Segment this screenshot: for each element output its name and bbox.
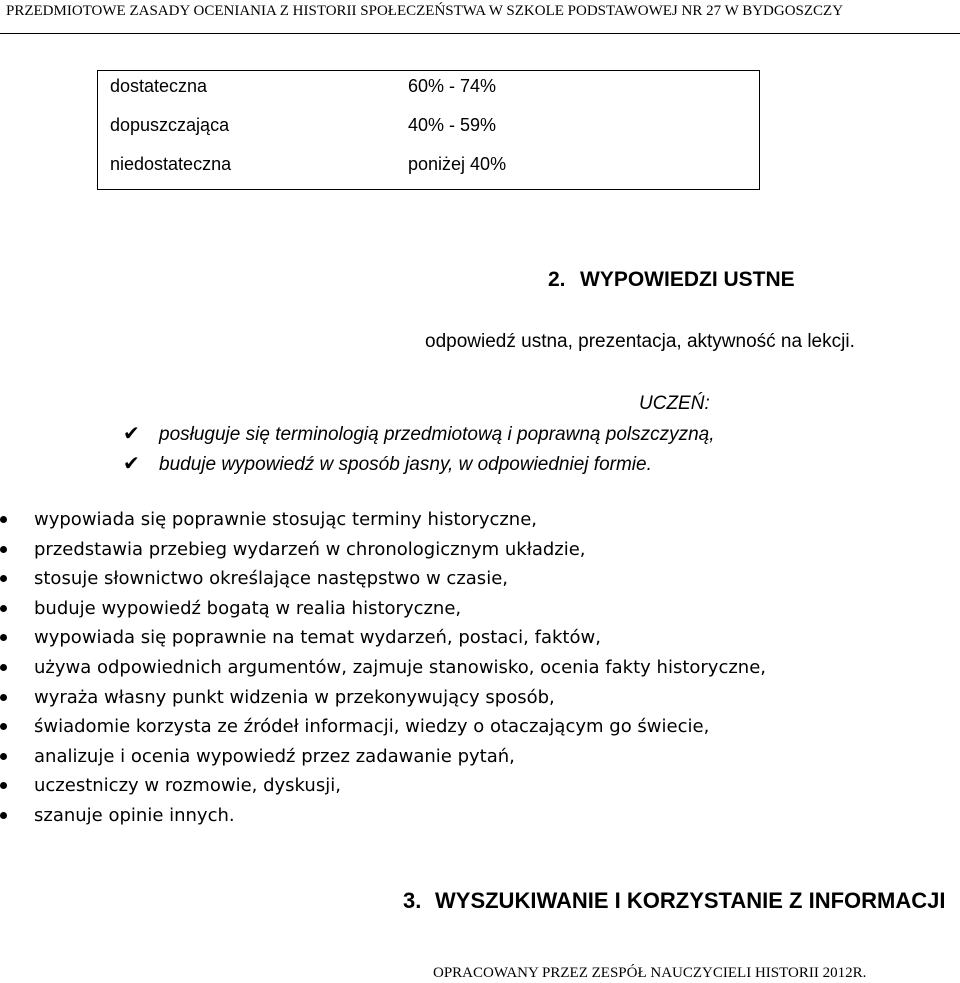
page-footer: OPRACOWANY PRZEZ ZESPÓŁ NAUCZYCIELI HISTORII 2012R.	[433, 965, 867, 981]
list-item	[0, 801, 766, 831]
bullet-dot-icon	[0, 782, 7, 789]
grade-name: niedostateczna	[110, 154, 232, 174]
check-item-text: posługuje się terminologią przedmiotową i poprawną polszczyzną,	[159, 424, 715, 445]
section-2-description: odpowiedź ustna, prezentacja, aktywność na lekcji.	[425, 331, 855, 352]
list-item	[0, 535, 766, 565]
list-item	[0, 623, 766, 653]
bullet-item-text: wyraża własny punkt widzenia w przekonywujący sposób,	[34, 686, 555, 708]
list-item	[0, 683, 766, 713]
section-3-heading	[403, 886, 945, 916]
list-item	[0, 771, 766, 801]
check-list	[123, 419, 715, 479]
bullet-item-text: świadomie korzysta ze źródeł informacji, wiedzy o otaczającym go świecie,	[34, 716, 710, 738]
list-item	[0, 742, 766, 772]
grade-range: 60% - 74%	[408, 76, 497, 96]
bullet-item-text: przedstawia przebieg wydarzeń w chronologicznym układzie,	[34, 538, 586, 560]
bullet-dot-icon	[0, 605, 7, 612]
list-item	[0, 594, 766, 624]
section-number: 3.	[403, 888, 422, 913]
section-number: 2.	[548, 268, 566, 291]
bullet-item-text: wypowiada się poprawnie stosując terminy historyczne,	[34, 509, 538, 530]
table-row	[98, 71, 759, 101]
list-item	[0, 505, 766, 535]
bullet-dot-icon	[0, 516, 7, 523]
bullet-list	[0, 505, 766, 831]
check-icon: ✔	[123, 423, 140, 445]
bullet-dot-icon	[0, 575, 7, 582]
bullet-item-text: stosuje słownictwo określające następstwo w czasie,	[34, 568, 508, 590]
grade-range: 40% - 59%	[408, 115, 497, 135]
bullet-item-text: analizuje i ocenia wypowiedź przez zadawanie pytań,	[34, 745, 515, 767]
grade-table	[97, 70, 760, 190]
bullet-dot-icon	[0, 753, 7, 760]
grade-name: dostateczna	[110, 76, 208, 96]
check-item-text: buduje wypowiedź w sposób jasny, w odpowiedniej formie.	[159, 454, 652, 475]
bullet-item-text: szanuje opinie innych.	[34, 804, 235, 826]
list-item	[123, 449, 715, 479]
bullet-item-text: buduje wypowiedź bogatą w realia historyczne,	[34, 597, 462, 619]
list-item	[0, 712, 766, 742]
grade-range: poniżej 40%	[408, 154, 507, 174]
bullet-dot-icon	[0, 694, 7, 701]
bullet-dot-icon	[0, 812, 7, 819]
uczen-label: UCZEŃ:	[639, 393, 710, 414]
table-row	[98, 149, 759, 179]
grade-name: dopuszczająca	[110, 115, 230, 135]
bullet-item-text: uczestniczy w rozmowie, dyskusji,	[34, 775, 341, 797]
section-2-heading	[548, 265, 795, 295]
section-title: WYPOWIEDZI USTNE	[580, 268, 795, 291]
check-icon: ✔	[123, 453, 140, 475]
bullet-dot-icon	[0, 723, 7, 730]
header-title: PRZEDMIOTOWE ZASADY OCENIANIA Z HISTORII SPOŁECZEŃSTWA W SZKOLE PODSTAWOWEJ NR 27 W BYDGOSZCZY	[6, 3, 844, 19]
bullet-dot-icon	[0, 634, 7, 641]
bullet-dot-icon	[0, 664, 7, 671]
list-item	[123, 419, 715, 449]
table-row	[98, 110, 759, 140]
list-item	[0, 564, 766, 594]
list-item	[0, 653, 766, 683]
page-header	[0, 0, 960, 34]
bullet-item-text: wypowiada się poprawnie na temat wydarzeń, postaci, faktów,	[34, 627, 601, 649]
bullet-item-text: używa odpowiednich argumentów, zajmuje stanowisko, ocenia fakty historyczne,	[34, 656, 766, 678]
section-title: WYSZUKIWANIE I KORZYSTANIE Z INFORMACJI	[435, 888, 946, 913]
bullet-dot-icon	[0, 546, 7, 553]
